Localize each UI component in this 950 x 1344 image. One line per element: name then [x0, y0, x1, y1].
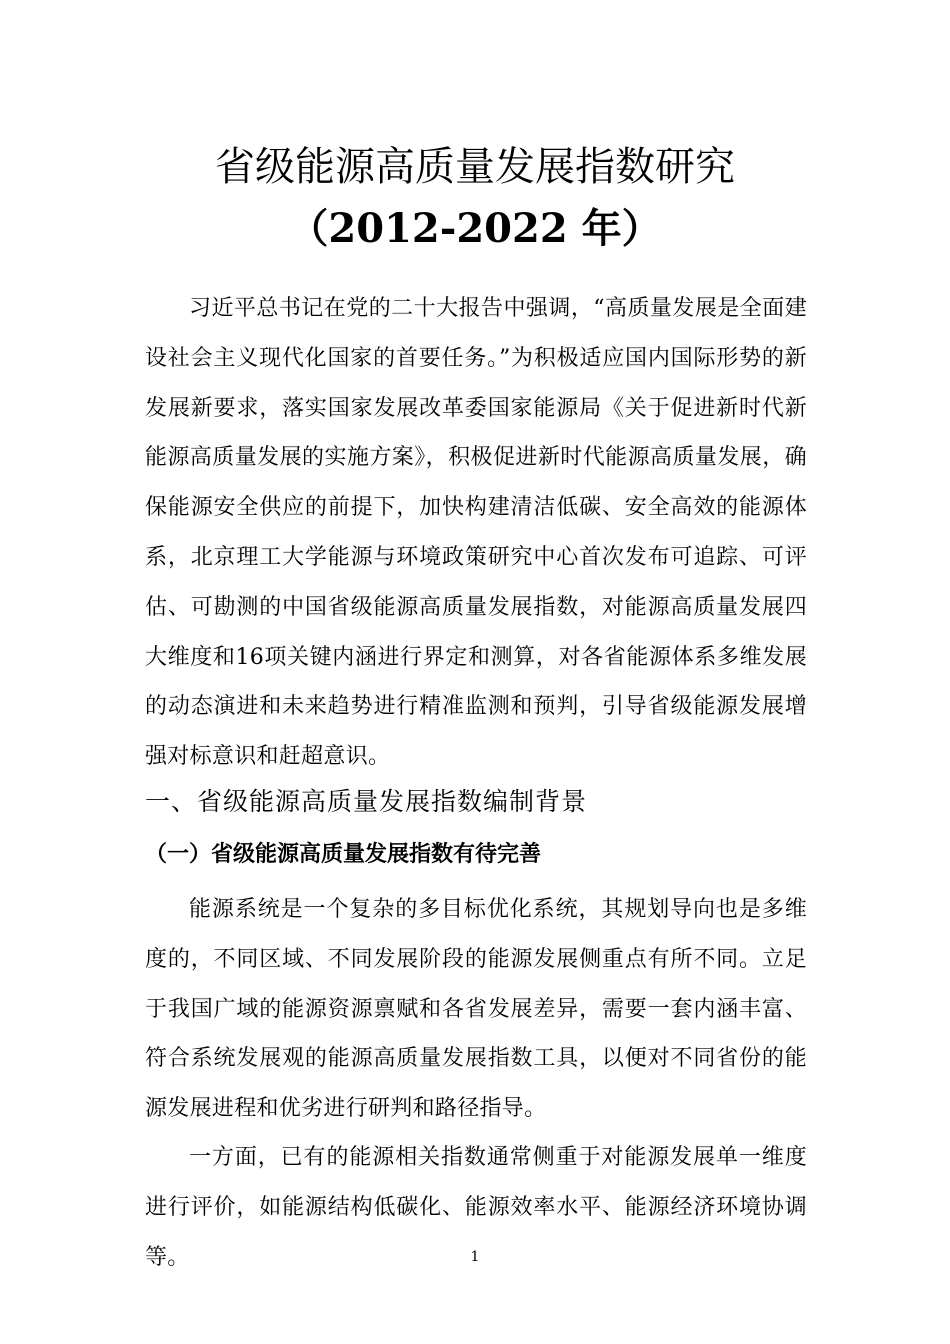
body-paragraph: 一方面，已有的能源相关指数通常侧重于对能源发展单一维度进行评价，如能源结构低碳化、能源效率水平、能源经济环境协调等。	[145, 1145, 807, 1270]
page-number: 1	[470, 1249, 480, 1265]
body-paragraph: 能源系统是一个复杂的多目标优化系统，其规划导向也是多维度的，不同区域、不同发展阶段的能源发展侧重点有所不同。立足于我国广域的能源资源禀赋和各省发展差异，需要一套内涵丰富、符合系统发展观的能源高质量发展指数工具，以便对不同省份的能源发展进程和优劣进行研判和路径指导。	[145, 897, 807, 1122]
section-heading: 一、省级能源高质量发展指数编制背景	[145, 787, 588, 816]
document-title: 省级能源高质量发展指数研究	[215, 144, 735, 190]
document-subtitle-years: （2012-2022 年）	[288, 205, 662, 252]
intro-paragraph: 习近平总书记在党的二十大报告中强调，“高质量发展是全面建设社会主义现代化国家的首要任务。”为积极适应国内国际形势的新发展新要求，落实国家发展改革委国家能源局《关于促进新时代新能源高质量发展的实施方案》，积极促进新时代能源高质量发展，确保能源安全供应的前提下，加快构建清洁低碳、安全高效的能源体系，北京理工大学能源与环境政策研究中心首次发布可追踪、可评估、可勘测的中国省级能源高质量发展指数，对能源高质量发展四大维度和16项关键内涵进行界定和测算，对各省能源体系多维发展的动态演进和未来趋势进行精准监测和预判，引导省级能源发展增强对标意识和赶超意识。	[145, 296, 807, 770]
subsection-heading: （一）省级能源高质量发展指数有待完善	[145, 841, 542, 867]
